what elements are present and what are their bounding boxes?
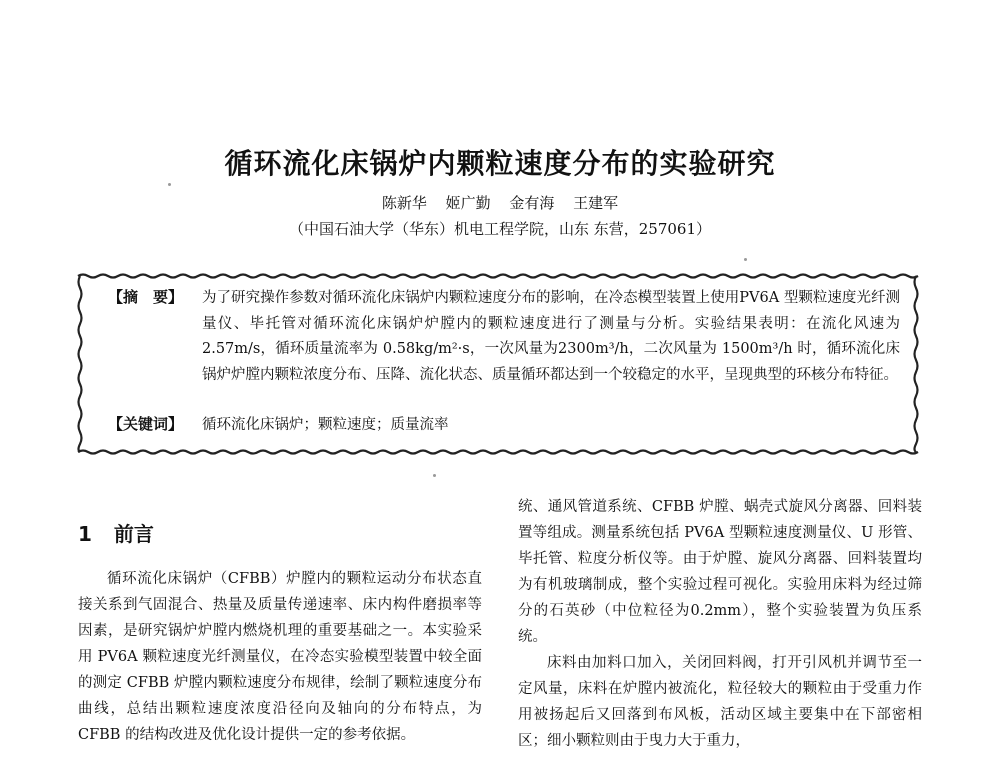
left-column [78, 566, 482, 748]
abstract-text: 为了研究操作参数对循环流化床锅炉内颗粒速度分布的影响，在冷态模型装置上使用PV6A 型颗粒速度光纤测量仪、毕托管对循环流化床锅炉炉膛内的颗粒速度进行了测量与分析。实验结果表明：在流化风速为 2.57m/s，循环质量流率为 0.58kg/m²·s，一次风量为2300m³/h，二次风量为 1500m³/h 时，循环流化床锅炉炉膛内颗粒浓度分布、压降、流化状态、质量循环都达到一个较稳定的水平，呈现典型的环核分布特征。 [202, 290, 900, 383]
section-heading [78, 518, 154, 547]
procedure-paragraph: 床料由加料口加入，关闭回料阀，打开引风机并调节至一定风量，床料在炉膛内被流化，粒径较大的颗粒由于受重力作用被扬起后又回落到布风板，活动区域主要集中在下部密相区；细小颗粒则由于曳力大于重力， [518, 655, 922, 749]
paper-authors: 陈新华 姬广勤 金有海 王建军 [381, 194, 619, 212]
intro-paragraph: 循环流化床锅炉（CFBB）炉膛内的颗粒运动分布状态直接关系到气固混合、热量及质量传递速率、床内构件磨损率等因素，是研究锅炉炉膛内燃烧机理的重要基础之一。本实验采用 PV6A 颗粒速度光纤测量仪，在冷态实验模型装置中较全面的测定 CFBB 炉膛内颗粒速度分布规律，绘制了颗粒速度分布曲线，总结出颗粒速度浓度沿径向及轴向的分布特点，为 CFBB 的结构改进及优化设计提供一定的参考依据。 [78, 571, 482, 743]
scan-speck [433, 474, 436, 477]
abstract-label: 【摘 要】 [108, 288, 184, 306]
scan-speck [744, 258, 747, 261]
section-title: 前言 [113, 522, 154, 546]
scan-speck [168, 183, 171, 186]
paper-affiliation: （中国石油大学（华东）机电工程学院，山东 东营，257061） [288, 220, 712, 238]
abstract-box [74, 270, 922, 458]
section-number: 1 [78, 522, 92, 546]
setup-paragraph: 统、通风管道系统、CFBB 炉膛、蜗壳式旋风分离器、回料装置等组成。测量系统包括 PV6A 型颗粒速度测量仪、U 形管、毕托管、粒度分析仪等。由于炉膛、旋风分离器、回料装置均为有机玻璃制成，整个实验过程可视化。实验用床料为经过筛分的石英砂（中位粒径为0.2mm），整个实验装置为负压系统。 [518, 499, 922, 645]
keywords-text: 循环流化床锅炉；颗粒速度；质量流率 [202, 417, 449, 433]
keywords-label: 【关键词】 [108, 415, 184, 433]
paper-title: 循环流化床锅炉内颗粒速度分布的实验研究 [224, 147, 776, 180]
right-column [518, 494, 922, 754]
